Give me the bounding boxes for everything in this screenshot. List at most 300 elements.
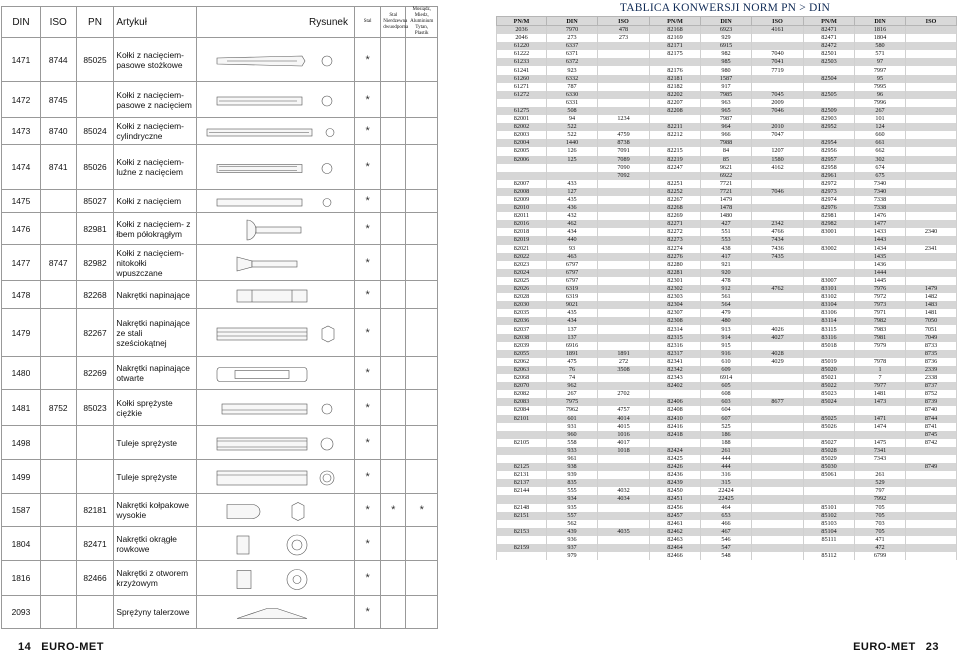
conversion-cell: 601 [547,415,598,423]
conversion-cell: 82274 [650,245,701,253]
pn-cell: 82267 [76,309,114,357]
pn-cell: 82981 [76,213,114,245]
conversion-cell: 472 [855,544,906,552]
conversion-cell: 4028 [752,350,804,358]
conversion-cell [906,123,957,131]
conversion-cell [906,479,957,487]
conversion-cell: 4161 [752,26,804,35]
conversion-cell [598,228,650,236]
conversion-cell: 7995 [855,83,906,91]
conversion-row [497,115,957,123]
conversion-cell: 920 [701,269,752,277]
conversion-cell [752,277,804,285]
conversion-cell: 605 [701,382,752,390]
iso-cell [40,527,76,561]
conversion-cell: 2010 [752,123,804,131]
din-cell: 1804 [2,527,41,561]
conversion-cell: 82425 [650,455,701,463]
conversion-cell: 6797 [547,269,598,277]
brass-mark [406,118,438,145]
conversion-cell: 1481 [906,309,957,317]
conversion-cell: 82976 [804,204,855,212]
conversion-cell: 7049 [906,334,957,342]
conversion-cell: 267 [547,390,598,398]
conversion-cell: 82981 [804,212,855,220]
conversion-cell: 82416 [650,423,701,431]
conversion-cell: 85 [701,156,752,164]
conversion-cell: 61233 [497,58,547,66]
conversion-cell: 7090 [598,164,650,172]
article-name-cell: Kołki z nacięciem [114,190,197,213]
conversion-cell: 82315 [650,334,701,342]
conversion-cell: 1433 [855,228,906,236]
conversion-cell: 82273 [650,236,701,244]
conversion-cell [752,406,804,414]
pn-cell: 85023 [76,390,114,426]
conversion-cell: 82068 [497,374,547,382]
conversion-cell: 937 [547,544,598,552]
conversion-cell: 8738 [598,139,650,147]
conversion-cell [906,139,957,147]
conversion-cell: 797 [855,487,906,495]
conversion-cell: 916 [701,350,752,358]
conversion-cell [598,317,650,325]
conversion-cell: 4762 [752,285,804,293]
article-name-cell: Kołki z nacięciem- pasowe z nacięciem [114,82,197,118]
conversion-cell [752,317,804,325]
conversion-header-5: ISO [752,17,804,26]
conversion-cell [598,91,650,99]
pn-cell: 85026 [76,145,114,190]
conversion-cell: 82972 [804,180,855,188]
conversion-cell [650,115,701,123]
conversion-cell: 82039 [497,342,547,350]
conversion-cell [598,261,650,269]
conversion-cell: 82083 [497,398,547,406]
conversion-cell: 7976 [855,285,906,293]
conversion-cell: 4759 [598,131,650,139]
conversion-cell [855,431,906,439]
conversion-cell [598,382,650,390]
conversion-cell: 933 [547,447,598,455]
conversion-cell: 479 [701,309,752,317]
conversion-cell: 82281 [650,269,701,277]
conversion-cell: 82030 [497,301,547,309]
conversion-cell: 83101 [804,285,855,293]
iso-cell: 8745 [40,82,76,118]
brass-mark [406,527,438,561]
conversion-cell [598,269,650,277]
conversion-cell [752,115,804,123]
conversion-cell: 7041 [752,58,804,66]
conversion-cell [752,342,804,350]
conversion-cell: 608 [701,390,752,398]
conversion-cell [804,236,855,244]
steel-mark: * [354,118,380,145]
conversion-cell: 2338 [906,374,957,382]
conversion-cell: 82301 [650,277,701,285]
conversion-cell: 22425 [701,495,752,503]
conversion-header-1: DIN [547,17,598,26]
conversion-cell [598,196,650,204]
conversion-cell: 85020 [804,366,855,374]
conversion-cell: 982 [701,50,752,58]
conversion-cell: 463 [547,253,598,261]
conversion-header-6: PN/M [804,17,855,26]
iso-cell: 8744 [40,38,76,82]
conversion-row [497,277,957,285]
conversion-cell [804,544,855,552]
conversion-cell: 662 [855,147,906,155]
conversion-cell: 436 [547,204,598,212]
conversion-cell: 82137 [497,479,547,487]
footer-right [853,641,949,653]
conversion-cell [752,196,804,204]
conversion-cell: 7 [855,374,906,382]
conversion-cell: 7970 [547,26,598,35]
conversion-cell: 82952 [804,123,855,131]
conversion-cell: 82182 [650,83,701,91]
conversion-cell: 85019 [804,358,855,366]
conversion-cell: 548 [701,552,752,560]
conversion-cell [752,439,804,447]
steel-mark: * [354,596,380,629]
product-row [2,281,438,309]
conversion-cell: 82008 [497,188,547,196]
brass-mark [406,190,438,213]
conversion-cell: 917 [701,83,752,91]
conversion-cell: 82011 [497,212,547,220]
conversion-cell [598,479,650,487]
conversion-cell: 7997 [855,66,906,74]
conversion-cell: 82341 [650,358,701,366]
conversion-cell [598,58,650,66]
conversion-row [497,350,957,358]
conversion-cell: 7434 [752,236,804,244]
conversion-cell: 82463 [650,536,701,544]
conversion-cell [650,390,701,398]
conversion-cell [906,131,957,139]
conversion-cell [906,91,957,99]
conversion-cell [598,309,650,317]
conversion-cell: 82303 [650,293,701,301]
conversion-cell: 6799 [855,552,906,560]
conversion-cell: 82503 [804,58,855,66]
stainless-mark [381,596,406,629]
conversion-cell: 82125 [497,463,547,471]
drawing-pin-cyl [197,118,355,145]
conversion-cell: 609 [701,366,752,374]
conversion-row [497,358,957,366]
conversion-cell [650,172,701,180]
conversion-cell: 1436 [855,261,906,269]
conversion-cell [497,520,547,528]
conversion-cell: 267 [855,107,906,115]
conversion-row [497,366,957,374]
conversion-cell: 82004 [497,139,547,147]
conversion-cell [598,236,650,244]
conversion-cell [906,520,957,528]
brass-mark [406,390,438,426]
pn-cell: 82471 [76,527,114,561]
conversion-cell [752,139,804,147]
conversion-cell [906,172,957,180]
conversion-cell: 82268 [650,204,701,212]
conversion-cell: 85030 [804,463,855,471]
conversion-cell [906,277,957,285]
conversion-cell: 939 [547,471,598,479]
brass-mark [406,460,438,494]
conversion-cell [752,390,804,398]
conversion-cell [906,471,957,479]
article-name-cell: Kołki z nacięciem- pasowe stożkowe [114,38,197,82]
conversion-cell: 3508 [598,366,650,374]
article-name-cell: Tuleje sprężyste [114,460,197,494]
drawing-sleeve [197,426,355,460]
conversion-cell: 7996 [855,99,906,107]
conversion-cell [752,495,804,503]
conversion-cell: 82314 [650,325,701,333]
iso-cell [40,561,76,596]
conversion-cell: 82207 [650,99,701,107]
conversion-cell: 7992 [855,495,906,503]
conversion-cell [650,439,701,447]
pn-cell: 82269 [76,357,114,390]
conversion-cell: 82304 [650,301,701,309]
conversion-row [497,471,957,479]
conversion-cell: 137 [547,334,598,342]
conversion-cell: 4017 [598,439,650,447]
conversion-cell: 7046 [752,107,804,115]
conversion-cell [804,253,855,261]
conversion-cell [906,253,957,261]
conversion-cell [804,99,855,107]
conversion-cell [598,520,650,528]
conversion-cell: 7977 [855,382,906,390]
conversion-cell: 912 [701,285,752,293]
stainless-mark [381,190,406,213]
conversion-cell: 85104 [804,528,855,536]
conversion-cell [598,180,650,188]
conversion-cell: 7982 [855,317,906,325]
conversion-cell: 83102 [804,293,855,301]
conversion-row [497,253,957,261]
product-row [2,118,438,145]
conversion-row [497,164,957,172]
brass-mark [406,596,438,629]
conversion-row [497,439,957,447]
conversion-cell: 82018 [497,228,547,236]
iso-cell [40,460,76,494]
conversion-cell: 7972 [855,293,906,301]
conversion-cell: 82215 [650,147,701,155]
conversion-cell: 1018 [598,447,650,455]
conversion-cell: 1 [855,366,906,374]
conversion-cell: 82038 [497,334,547,342]
page-footer [0,638,959,658]
conversion-cell [804,495,855,503]
stainless-mark [381,281,406,309]
conversion-cell [906,156,957,164]
conversion-cell [598,188,650,196]
conversion-cell: 82471 [804,34,855,42]
article-name-cell: Kołki z nacięciem- nitokołki wpuszczane [114,245,197,281]
conversion-cell: 964 [701,123,752,131]
conversion-cell: 82466 [650,552,701,560]
conversion-cell [752,512,804,520]
din-cell: 1480 [2,357,41,390]
conversion-cell [752,487,804,495]
conversion-cell [855,463,906,471]
conversion-cell [906,75,957,83]
conversion-cell: 914 [701,334,752,342]
conversion-cell: 7435 [752,253,804,261]
steel-mark: * [354,190,380,213]
conversion-cell: 82131 [497,471,547,479]
conversion-cell: 478 [701,277,752,285]
conversion-cell: 1804 [855,34,906,42]
conversion-cell: 7962 [547,406,598,414]
conversion-cell: 7978 [855,358,906,366]
conversion-cell [598,374,650,382]
conversion-cell: 7051 [906,325,957,333]
conversion-cell [497,423,547,431]
conversion-cell: 82007 [497,180,547,188]
steel-mark: * [354,82,380,118]
conversion-cell: 82272 [650,228,701,236]
conversion-cell [752,536,804,544]
conversion-cell: 435 [547,309,598,317]
conversion-cell: 85028 [804,447,855,455]
conversion-cell: 7981 [855,334,906,342]
conversion-table-title: TABLICA KONWERSJI NORM PN > DIN [619,2,831,14]
conversion-cell: 82343 [650,374,701,382]
conversion-cell: 551 [701,228,752,236]
drawing-pin-taper [197,38,355,82]
conversion-cell: 82307 [650,309,701,317]
drawing-pin-short [197,190,355,213]
conversion-cell: 6797 [547,277,598,285]
conversion-cell: 261 [855,471,906,479]
conversion-cell [752,172,804,180]
conversion-cell: 432 [547,212,598,220]
stainless-mark [381,390,406,426]
conversion-header-2: ISO [598,17,650,26]
conversion-cell: 82252 [650,188,701,196]
conversion-header-4: DIN [701,17,752,26]
conversion-cell: 1443 [855,236,906,244]
conversion-cell: 6372 [547,58,598,66]
conversion-cell: 6916 [547,342,598,350]
conversion-cell [752,544,804,552]
conversion-cell: 82005 [497,147,547,155]
din-cell: 1477 [2,245,41,281]
conversion-cell: 186 [701,431,752,439]
brass-mark [406,426,438,460]
conversion-cell: 467 [701,528,752,536]
conversion-cell: 6914 [701,374,752,382]
conversion-row [497,309,957,317]
conversion-cell: 564 [701,301,752,309]
left-table-header [2,7,438,38]
conversion-cell: 7343 [855,455,906,463]
conversion-cell: 82037 [497,325,547,333]
conversion-cell: 8740 [906,406,957,414]
conversion-cell: 83114 [804,317,855,325]
conversion-cell: 961 [547,455,598,463]
conversion-cell: 82251 [650,180,701,188]
conversion-cell [752,415,804,423]
conversion-row [497,156,957,164]
conversion-cell: 61241 [497,66,547,74]
conversion-cell [497,552,547,560]
iso-cell [40,426,76,460]
conversion-cell [906,83,957,91]
conversion-cell: 273 [598,34,650,42]
conversion-row [497,415,957,423]
conversion-cell: 7050 [906,317,957,325]
conversion-cell: 705 [855,504,906,512]
din-cell: 1498 [2,426,41,460]
conversion-row [497,91,957,99]
conversion-cell [906,269,957,277]
conversion-cell: 1580 [752,156,804,164]
stainless-mark [381,561,406,596]
iso-cell: 8741 [40,145,76,190]
conversion-cell: 83002 [804,245,855,253]
conversion-cell: 188 [701,439,752,447]
conversion-cell: 82208 [650,107,701,115]
conversion-cell: 85103 [804,520,855,528]
conversion-row [497,504,957,512]
artykul-header: Artykuł [114,7,197,38]
conversion-cell: 85025 [804,415,855,423]
conversion-cell: 6371 [547,50,598,58]
conversion-cell: 8742 [906,439,957,447]
conversion-row [497,236,957,244]
conversion-cell: 478 [598,26,650,35]
conversion-cell: 82402 [650,382,701,390]
conversion-cell: 440 [547,236,598,244]
conversion-row [497,147,957,155]
conversion-cell: 82023 [497,261,547,269]
conversion-cell: 462 [547,220,598,228]
conversion-cell: 475 [547,358,598,366]
conversion-cell [804,431,855,439]
left-brand-logo: EURO-MET [41,641,104,653]
conversion-cell: 82010 [497,204,547,212]
conversion-cell: 8735 [906,350,957,358]
conversion-row [497,374,957,382]
conversion-cell [804,350,855,358]
conversion-cell: 85111 [804,536,855,544]
pn-cell [76,82,114,118]
conversion-cell: 82001 [497,115,547,123]
conversion-cell: 82247 [650,164,701,172]
conversion-cell [906,261,957,269]
conversion-cell: 82961 [804,172,855,180]
mosiadz-header: Mosiądz, Miedz, Aluminium Tytan, Plastik [406,7,438,38]
conversion-row [497,139,957,147]
conversion-cell: 6330 [547,91,598,99]
din-cell: 1816 [2,561,41,596]
conversion-cell: 82211 [650,123,701,131]
conversion-cell: 923 [547,66,598,74]
conversion-cell: 8741 [906,423,957,431]
conversion-cell: 82036 [497,317,547,325]
article-name-cell: Nakrętki z otworem krzyżowym [114,561,197,596]
conversion-cell: 965 [701,107,752,115]
